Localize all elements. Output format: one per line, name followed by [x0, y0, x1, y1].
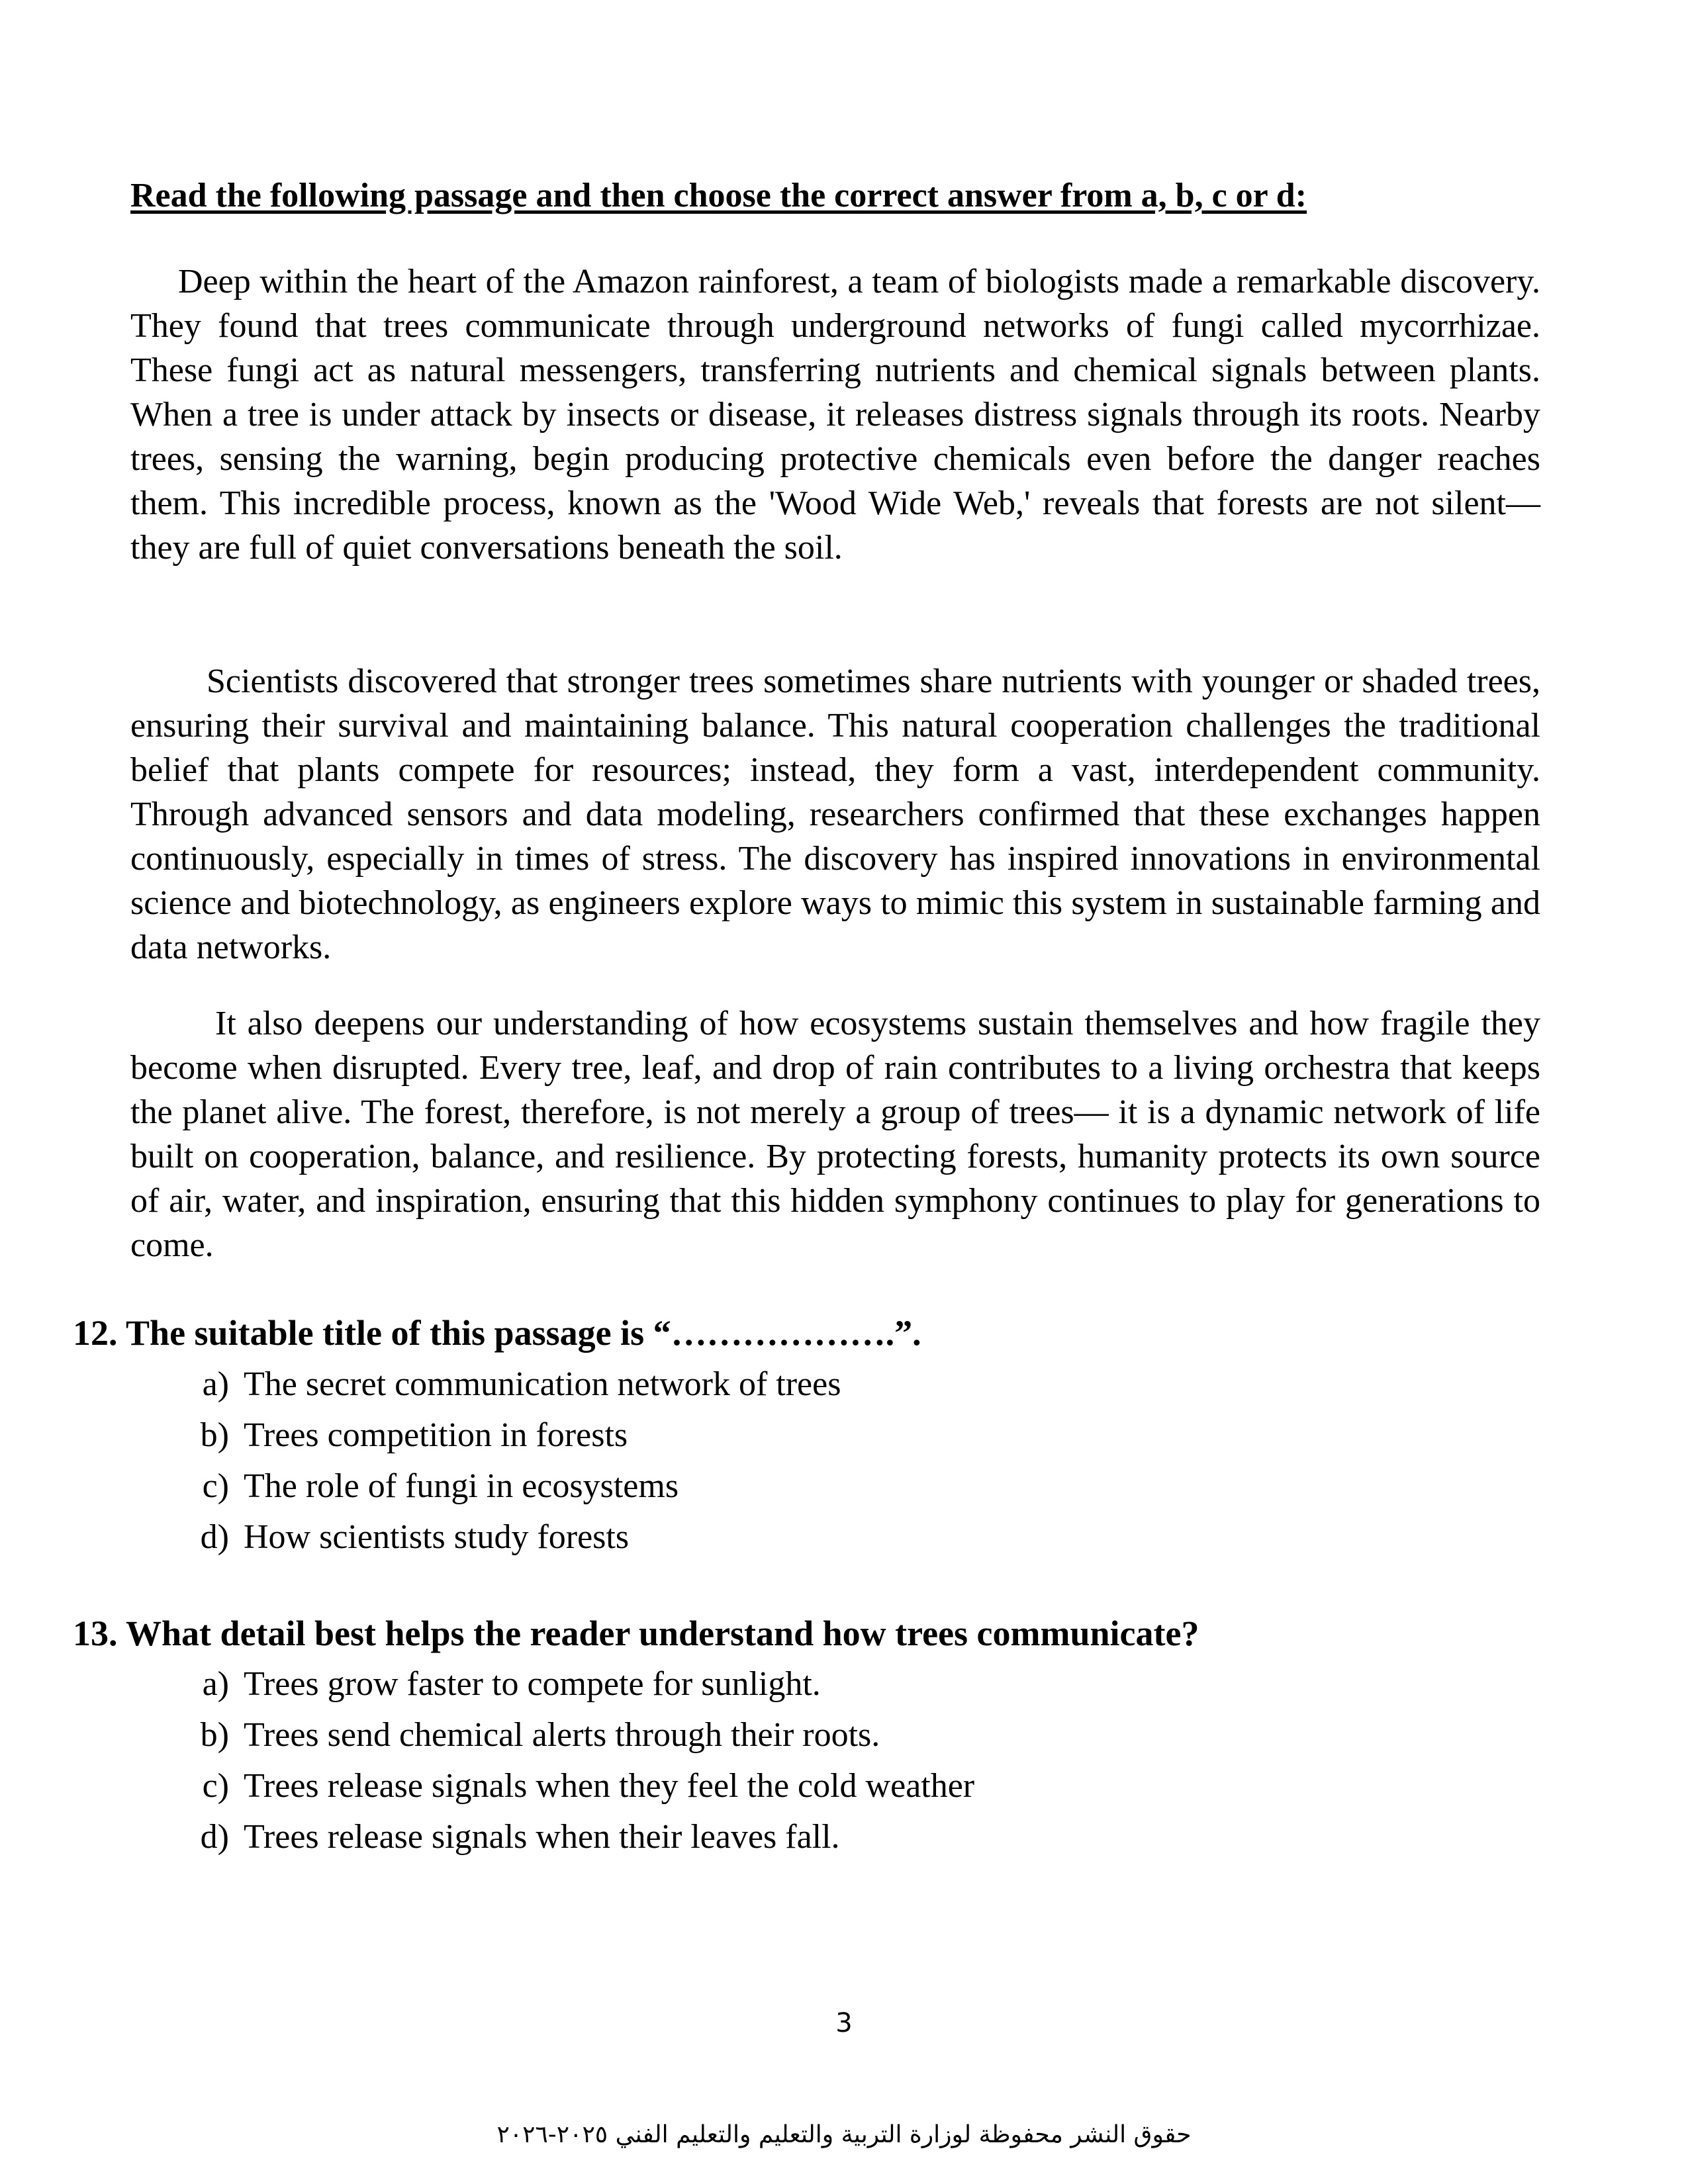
- option-text: Trees release signals when their leaves fall.: [244, 1818, 840, 1856]
- page-number: 3: [835, 2008, 853, 2038]
- option-letter: a): [202, 1365, 229, 1403]
- question-12: 12. The suitable title of this passage is “……………….”.: [73, 1313, 921, 1353]
- option-text: Trees release signals when they feel the cold weather: [244, 1767, 975, 1805]
- question-12-option-a: [179, 1365, 841, 1416]
- option-letter: d): [200, 1518, 229, 1556]
- option-letter: b): [200, 1416, 229, 1454]
- option-text: How scientists study forests: [244, 1518, 630, 1556]
- option-letter: c): [202, 1467, 229, 1505]
- question-12-option-b: [179, 1416, 841, 1467]
- question-13-option-a: [179, 1664, 974, 1715]
- passage-paragraph-3: It also deepens our understanding of how ecosystems sustain themselves and how fragile they become when disrupted. Every tree, leaf, and drop of rain contributes to a living orchestra that keeps the planet alive. The forest, therefore, is not merely a group of trees— it is a dynamic network of life built on cooperation, balance, and resilience. By protecting forests, humanity protects its own source of air, water, and inspiration, ensuring that this hidden symphony continues to play for generations to come.: [130, 1005, 1540, 1264]
- option-letter: a): [202, 1665, 229, 1703]
- option-text: The secret communication network of trees: [244, 1365, 841, 1403]
- passage-paragraph-1: Deep within the heart of the Amazon rainforest, a team of biologists made a remarkable discovery. They found that trees communicate through underground networks of fungi called mycorrhizae. These fungi act as natural messengers, transferring nutrients and chemical signals between plants. When a tree is under attack by insects or disease, it releases distress signals through its roots. Nearby trees, sensing the warning, begin producing protective chemicals even before the danger reaches them. This incredible process, known as the 'Wood Wide Web,' reveals that forests are not silent—they are full of quiet conversations beneath the soil.: [130, 263, 1540, 567]
- option-letter: d): [200, 1818, 229, 1856]
- question-12-option-c: [179, 1467, 841, 1518]
- option-text: The role of fungi in ecosystems: [244, 1467, 679, 1505]
- option-letter: b): [200, 1716, 229, 1754]
- option-text: Trees competition in forests: [244, 1416, 628, 1454]
- copyright-notice: حقوق النشر محفوظة لوزارة التربية والتعليم والتعليم الفني ٢٠٢٥-٢٠٢٦: [496, 2121, 1192, 2148]
- option-text: Trees send chemical alerts through their roots.: [244, 1716, 880, 1754]
- question-13-option-b: [179, 1715, 974, 1766]
- question-13-options: [179, 1664, 974, 1868]
- question-13-option-d: [179, 1817, 974, 1868]
- option-text: Trees grow faster to compete for sunlight.: [244, 1665, 821, 1703]
- question-12-option-d: [179, 1518, 841, 1569]
- instruction-heading: Read the following passage and then choose the correct answer from a, b, c or d:: [130, 177, 1307, 214]
- option-letter: c): [202, 1767, 229, 1805]
- question-13-option-c: [179, 1766, 974, 1817]
- question-13: 13. What detail best helps the reader understand how trees communicate?: [73, 1614, 1199, 1653]
- passage-paragraph-2: Scientists discovered that stronger trees sometimes share nutrients with younger or shaded trees, ensuring their survival and maintaining balance. This natural cooperation challenges the traditional belief that plants compete for resources; instead, they form a vast, interdependent community. Through advanced sensors and data modeling, researchers confirmed that these exchanges happen continuously, especially in times of stress. The discovery has inspired innovations in environmental science and biotechnology, as engineers explore ways to mimic this system in sustainable farming and data networks.: [130, 662, 1540, 966]
- question-12-options: [179, 1365, 841, 1569]
